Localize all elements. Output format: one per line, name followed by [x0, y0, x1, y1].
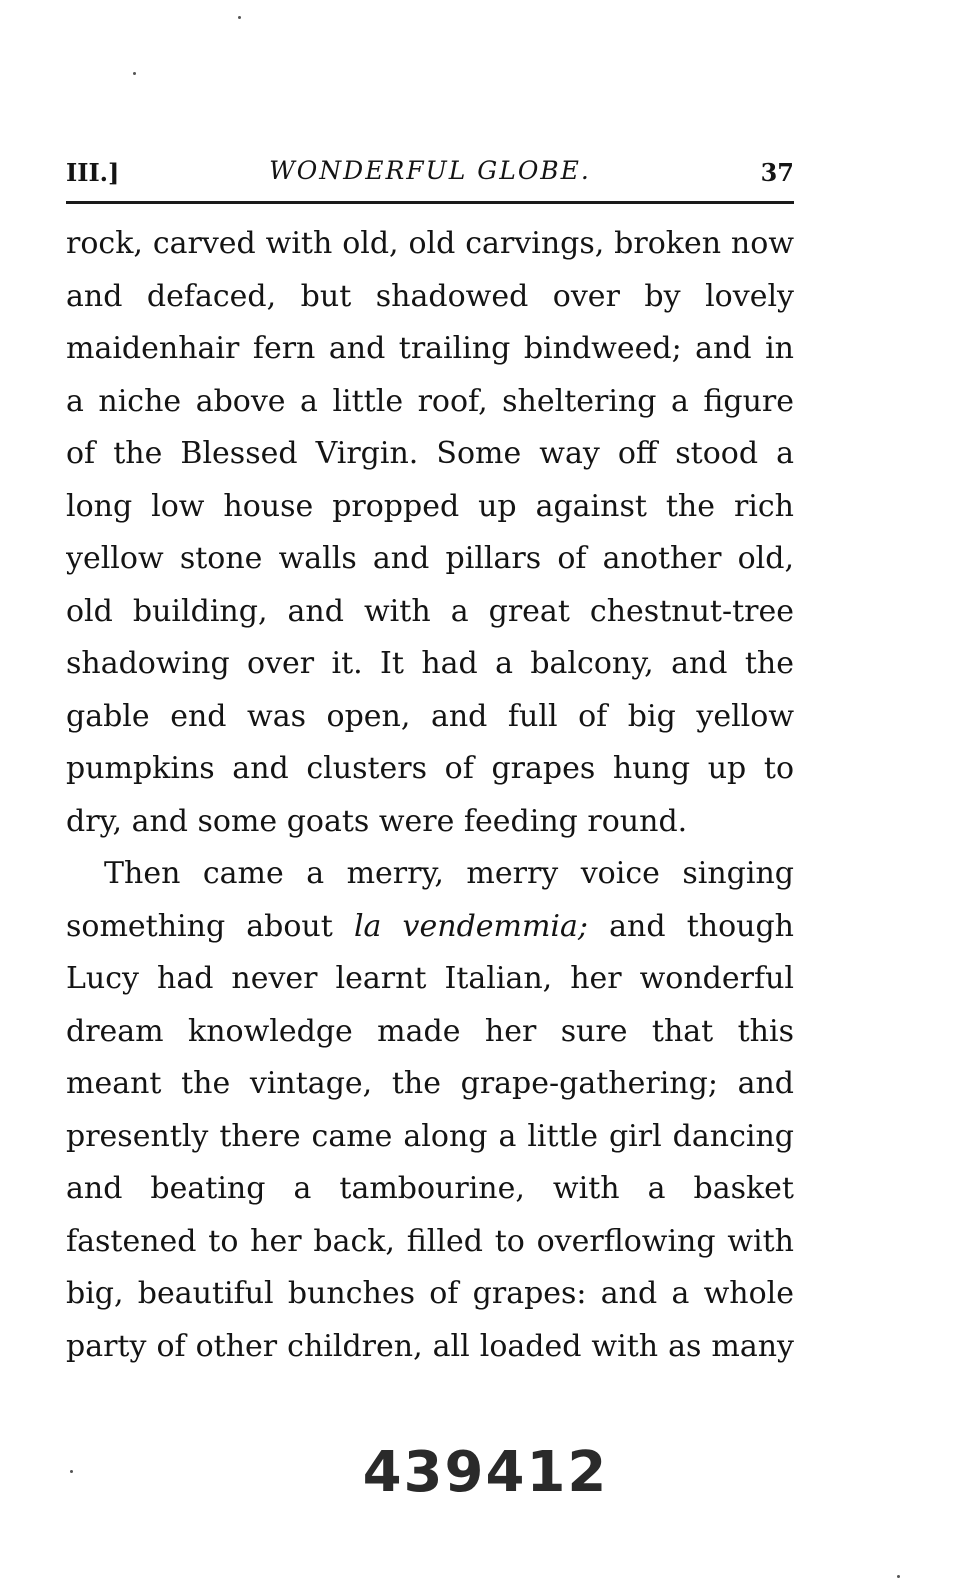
paper-speck [70, 1470, 73, 1473]
text-line: of the Blessed Virgin. Some way off stood a [66, 436, 794, 471]
text-line: and beating a tambourine, with a basket [66, 1171, 794, 1206]
header-rule [66, 201, 794, 204]
text-segment: something about [66, 908, 333, 944]
text-line: meant the vintage, the grape-gathering; and [66, 1066, 794, 1101]
text-line: maidenhair fern and trailing bindweed; and in [66, 331, 794, 366]
text-line: yellow stone walls and pillars of another old, [66, 541, 794, 576]
body-text [66, 218, 794, 1373]
text-line: and defaced, but shadowed over by lovely [66, 278, 794, 314]
text-line: rock, carved with old, old carvings, broken now [66, 226, 794, 261]
paper-speck [897, 1575, 900, 1578]
italic-phrase: la vendemmia; [353, 908, 589, 944]
catalog-stamp-number: 439412 [362, 1440, 609, 1505]
text-line: presently there came along a little girl dancing [66, 1118, 794, 1154]
paper-speck [238, 16, 241, 19]
text-line: shadowing over it. It had a balcony, and the [66, 646, 794, 681]
text-line: Lucy had never learnt Italian, her wonderful [66, 961, 794, 996]
paper-speck [133, 72, 136, 75]
text-line-with-italic [66, 901, 794, 954]
page-number: 37 [760, 158, 794, 187]
text-line: gable end was open, and full of big yellow [66, 698, 794, 734]
text-line: fastened to her back, filled to overflowing with [66, 1223, 794, 1259]
paragraph-start-line: Then came a merry, merry voice singing [104, 856, 794, 891]
text-line: party of other children, all loaded with as many [66, 1328, 794, 1364]
text-line: big, beautiful bunches of grapes: and a whole [66, 1276, 794, 1311]
text-line: a niche above a little roof, sheltering a figure [66, 383, 794, 419]
running-head [66, 150, 794, 190]
text-line: old building, and with a great chestnut-tree [66, 593, 794, 629]
text-line: dream knowledge made her sure that this [66, 1013, 794, 1049]
paragraph-end-line: dry, and some goats were feeding round. [66, 803, 688, 839]
text-line: long low house propped up against the rich [66, 488, 794, 524]
text-segment: and though [609, 908, 794, 944]
text-line: pumpkins and clusters of grapes hung up to [66, 751, 794, 786]
chapter-mark: III.] [66, 158, 120, 187]
running-title: WONDERFUL GLOBE. [269, 156, 591, 185]
